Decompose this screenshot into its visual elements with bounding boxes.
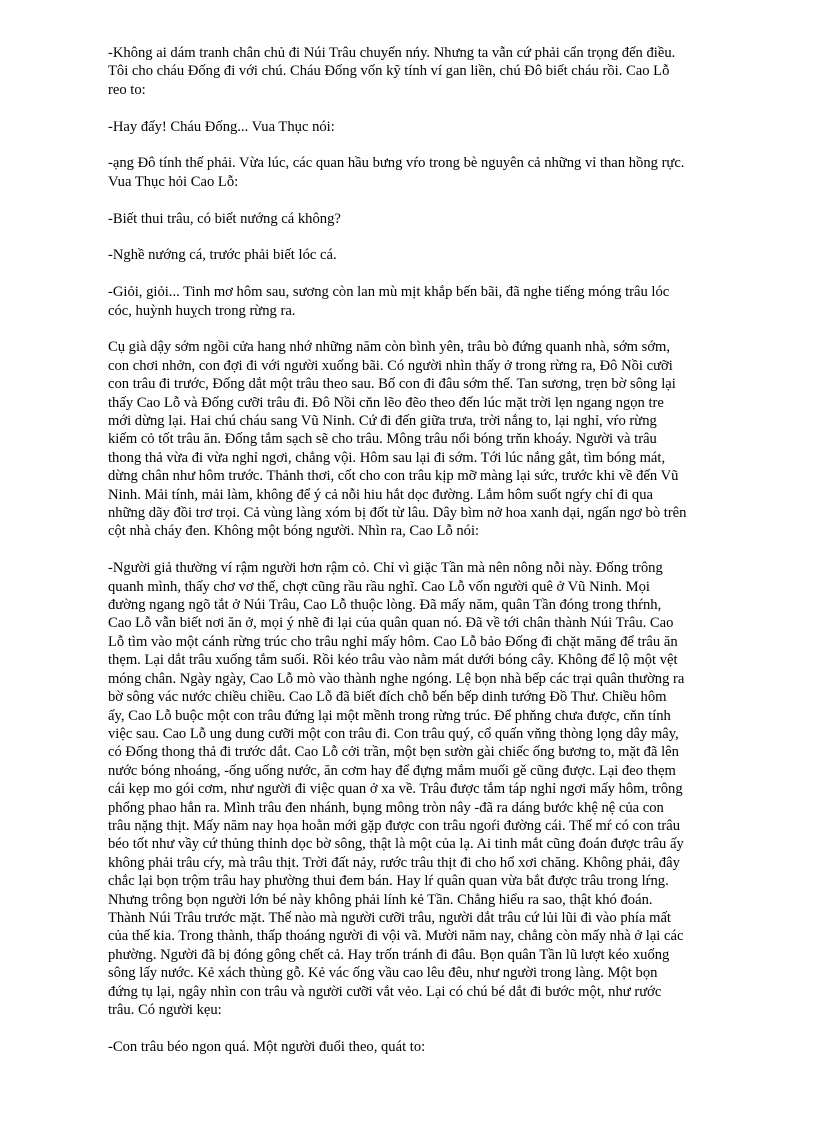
paragraph: -Nghề nướng cá, trước phải biết lóc cá.: [108, 247, 337, 264]
paragraph: -Giỏi, giỏi... Tinh mơ hôm sau, sương còn lan mù mịt khắp bến bãi, đã nghe tiếng móng trâu lóc cóc, huỳnh huỵch trong rừng ra.: [108, 284, 670, 319]
paragraph: Cụ già dậy sớm ngồi cửa hang nhớ những năm còn bình yên, trâu bò đứng quanh nhà, sớm sớm, con chơi nhởn, con đợi đi với người xuống bãi. Có người nhìn thấy ở trong rừng ra, Đô Nồi cưỡi con trâu đi trước, Đống dắt một trâu theo sau. Bố con đi đâu sớm thế. Tan sương, trẹn bờ sông lại thấy Cao Lỗ và Đống cưỡi trâu đi. Đô Nồi cňn lẽo đẽo theo đến lúc mặt trời lẹn ngang ngọn tre mới dừng lại. Hai chú cháu sang Vũ Ninh. Cứ đi đến giữa trưa, trời nắng to, lại nghỉ, vŕo rừng kiếm cỏ tốt trâu ăn. Đống tắm sạch sẽ cho trâu. Mông trâu nổi bóng trňn khoáy. Người và trâu thong thả vừa đi vừa nghỉ ngơi, chẳng vội. Hôm sau lại đi sớm. Tới lúc nắng gắt, tìm bóng mát, dừng chân như hôm trước. Thảnh thơi, cốt cho con trâu kịp mỡ màng lại sức, trước khi về đến Vũ Ninh. Mải tính, mải làm, không để ý cả nỗi hiu hắt dọc đường. Lắm hôm suốt ngŕy chỉ đi qua những dãy đồi trơ trọi. Cả vùng làng xóm bị đốt từ lâu. Dây bìm nở hoa xanh dại, ngẩn ngơ bò trên cột nhà cháy đen. Không một bóng người. Nhìn ra, Cao Lỗ nói:: [108, 339, 687, 540]
document-page: [108, 44, 720, 1075]
paragraph: -Biết thui trâu, có biết nướng cá không?: [108, 210, 341, 227]
paragraph: -Không ai dám tranh chân chủ đi Núi Trâu chuyến nńy. Nhưng ta vẫn cứ phải cẩn trọng đến điều. Tôi cho cháu Đống đi với chú. Cháu Đống vốn kỹ tính ví gan liền, chú Đô biết cháu rồi. Cao Lỗ reo to:: [108, 45, 676, 98]
paragraph: -Người giả thường ví rậm người hơn rậm cỏ. Chỉ vì giặc Tần mà nên nông nỗi này. Đống trông quanh mình, thấy chơ vơ thế, chợt cũng rầu rầu nghĩ. Cao Lỗ vốn người quê ở Vũ Ninh. Mọi đường ngang ngõ tắt ở Núi Trâu, Cao Lỗ thuộc lòng. Đã mấy năm, quân Tần đóng trong thŕnh, Cao Lỗ vẫn biết nơi ăn ở, mọi ý nhẽ đi lại của quân quan nó. Đã về tới chân thành Núi Trâu. Cao Lỗ tìm vào một cánh rừng trúc cho trâu nghỉ mấy hôm. Cao Lỗ bảo Đống đi chặt măng để trâu ăn thẹm. Lại dắt trâu xuống tắm suối. Rồi kéo trâu vào nằm mát dưới bóng cây. Không để lộ một vệt móng chân. Ngày ngày, Cao Lỗ mò vào thành nghe ngóng. Lệ bọn nhà bếp các trại quân thường ra bờ sông vác nước chiều chiều. Cao Lỗ đã biết đích chỗ bến bếp dinh tướng Đồ Thư. Chiều hôm ấy, Cao Lỗ buộc một con trâu đứng lại một mềnh trong rừng trúc. Để phňng chưa được, cňn tính việc sau. Cao Lỗ ung dung cưỡi một con trâu đi. Con trâu quý, cổ quấn vňng thòng lọng dây mây, có Đống thong thả đi trước dắt. Cao Lỗ cởi trần, một bẹn sườn gài chiếc ống bương to, mặt đã lên nước bóng nhoáng, -ống uống nước, ăn cơm hay để đựng mắm muối gě cũng được. Lại đeo thẹm cái kẹp mo gói cơm, như người đi việc quan ở xa về. Trâu được tắm táp nghỉ ngơi mấy hôm, trông phổng phao hẳn ra. Mình trâu đen nhánh, bụng mông tròn nây -đã ra dáng bước khệ nệ của con trâu nặng thịt. Mấy năm nay họa hoằn mới gặp được con trâu ngoŕi đường cái. Thế mŕ có con trâu béo tốt như vầy cứ thủng thỉnh dọc bờ sông, thật là một của lạ. Ai tinh mắt cũng đoán được trâu ấy không phải trâu cŕy, mà trâu thịt. Trời đất nảy, rước trâu thịt đi cho hổ xơi chăng. Không phải, đây chắc lại bọn trộm trâu hay phường thui đem bán. Hay lŕ quân quan vừa bắt được trâu trong lŕng. Nhưng trông bọn người lớn bé này không phải lính kẻ Tần. Chẳng hiểu ra sao, thật khó đoán. Thành Núi Trâu trước mặt. Thế nào mà người cưỡi trâu, người dắt trâu cứ lủi lũi đi vào phía mất của thế kia. Trong thành, thấp thoáng người đi vội vã. Mười năm nay, chẳng còn mấy nhà ở lại các phường. Người đã bị đóng gông chết cả. Hay trốn tránh đi đâu. Bọn quân Tần lũ lượt kéo xuống sông lấy nước. Kẻ xách thùng gỗ. Kẻ vác ống vầu cao lêu đêu, như người trong làng. Một bọn đứng tụ lại, ngây nhìn con trâu và người cưỡi vắt vẻo. Lại có chú bé dắt đi bước một, như rước trâu. Có người kẹu:: [108, 560, 685, 1019]
paragraph: -ạng Đô tính thế phải. Vừa lúc, các quan hầu bưng vŕo trong bè nguyên cả những vỉ than hồng rực. Vua Thục hỏi Cao Lỗ:: [108, 155, 685, 190]
paragraph: -Con trâu béo ngon quá. Một người đuổi theo, quát to:: [108, 1038, 426, 1055]
paragraph: -Hay đấy! Cháu Đống... Vua Thục nói:: [108, 118, 335, 135]
